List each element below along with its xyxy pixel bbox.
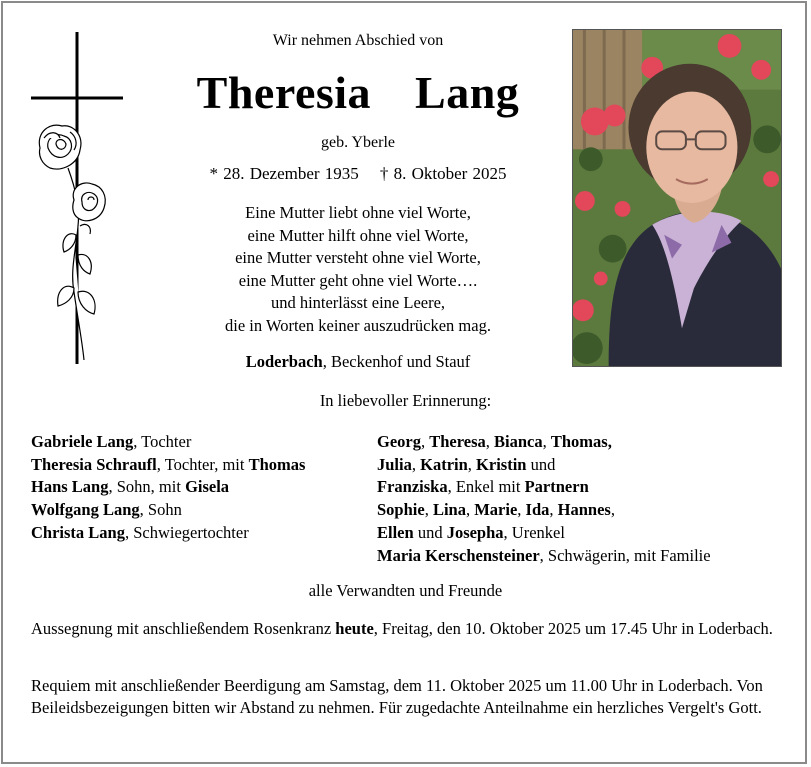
mourner-name: Theresa: [429, 432, 486, 451]
mourner-text: , Tochter: [133, 432, 192, 451]
mourner-line: [31, 476, 371, 499]
mourner-line: [31, 522, 371, 545]
mourner-text: , Enkel mit: [447, 477, 525, 497]
mourner-name: Thomas: [248, 454, 306, 474]
mourner-text: ,: [411, 454, 421, 474]
portrait-photo: [572, 29, 782, 367]
requiem-paragraph: Requiem mit anschließender Beerdigung am Samstag, dem 11. Oktober 2025 um 11.00 Uhr in Loderbach. Von Beileidsbezeigungen bitten wir Abstand zu nehmen. Für zugedachte Anteilnahme ein herzliches Vergelt's Gott.: [31, 676, 763, 717]
mourner-text: , Schwägerin, mit Familie: [539, 545, 711, 565]
mourner-name: Julia: [377, 454, 412, 474]
mourner-name: Ida: [525, 500, 550, 520]
mourners-right: [377, 431, 797, 567]
mourner-line: [31, 431, 371, 454]
mourner-name: Christa Lang: [31, 522, 125, 542]
deceased-name: Theresia Lang: [196, 67, 520, 118]
poem-line: eine Mutter geht ohne viel Worte….: [238, 270, 478, 290]
poem-line: die in Worten keiner auszudrücken mag.: [225, 315, 491, 335]
place-rest: , Beckenhof und Stauf: [322, 352, 471, 371]
blessing-text: , Freitag, den 10. Oktober 2025 um 17.45 Uhr in Loderbach.: [373, 619, 773, 638]
mourner-text: ,: [542, 432, 551, 451]
cross-with-roses-icon: [28, 30, 128, 366]
life-dates: [190, 164, 526, 184]
mourner-name: Gisela: [185, 477, 230, 497]
blessing-name: heute: [335, 619, 374, 638]
mourner-name: Marie: [474, 500, 518, 520]
mourner-text: ,: [610, 500, 615, 520]
poem-line: Eine Mutter liebt ohne viel Worte,: [245, 203, 471, 222]
mourner-text: ,: [467, 454, 477, 474]
place-line: [190, 352, 526, 372]
mourner-text: und: [413, 522, 447, 542]
mourners-left: [31, 431, 371, 545]
mourner-line: [377, 499, 797, 522]
mourner-text: , Sohn: [139, 500, 182, 520]
mourner-name: Wolfgang Lang: [31, 500, 140, 520]
mourner-name: Bianca: [494, 432, 543, 451]
mourner-name: Maria Kerschensteiner: [377, 545, 540, 565]
mourner-text: , Urenkel: [503, 522, 565, 542]
mourner-name: Franziska: [377, 477, 448, 497]
memory-heading: In liebevoller Erinnerung:: [319, 391, 492, 410]
mourner-line: [377, 522, 797, 545]
mourner-text: ,: [549, 500, 558, 520]
mourner-name: Partnern: [524, 477, 589, 497]
death-date: † 8. Oktober 2025: [379, 164, 507, 183]
mourner-text: ,: [485, 432, 495, 451]
mourner-text: ,: [424, 500, 433, 520]
mourner-name: Gabriele Lang: [31, 432, 134, 451]
mourner-name: Thomas,: [550, 432, 612, 451]
mourner-text: ,: [420, 432, 430, 451]
intro-line: Wir nehmen Abschied von: [272, 32, 444, 49]
mourner-text: ,: [465, 500, 475, 520]
blessing-paragraph: [31, 618, 791, 640]
place-main: Loderbach: [245, 352, 323, 371]
mourner-name: Josepha: [446, 522, 504, 542]
mourner-line: [377, 476, 797, 499]
mourner-line: [377, 545, 797, 568]
birth-date: * 28. Dezember 1935: [209, 164, 359, 183]
poem-line: eine Mutter hilft ohne viel Worte,: [247, 225, 469, 245]
mourner-line: [377, 431, 797, 454]
mourner-name: Theresia Schraufl: [31, 454, 157, 474]
mourner-name: Kristin: [476, 454, 527, 474]
poem: [190, 202, 526, 338]
mourner-text: ,: [517, 500, 526, 520]
mourner-name: Hans Lang: [31, 477, 109, 497]
mourner-name: Georg: [377, 432, 421, 451]
birth-name: geb. Yberle: [320, 134, 396, 151]
mourner-name: Lina: [432, 500, 466, 520]
mourner-text: , Tochter, mit: [156, 454, 249, 474]
relatives-line: alle Verwandten und Freunde: [308, 581, 503, 600]
mourner-text: und: [526, 454, 556, 474]
mourner-name: Katrin: [420, 454, 468, 474]
mourner-name: Ellen: [377, 522, 414, 542]
blessing-text: Aussegnung mit anschließendem Rosenkranz: [31, 619, 336, 638]
mourner-line: [31, 454, 371, 477]
poem-line: eine Mutter versteht ohne viel Worte,: [235, 248, 481, 268]
mourner-line: [377, 454, 797, 477]
mourner-name: Hannes: [557, 500, 611, 520]
mourner-text: , Schwiegertochter: [124, 522, 249, 542]
mourner-text: , Sohn, mit: [108, 477, 186, 497]
mourner-line: [31, 499, 371, 522]
poem-line: und hinterlässt eine Leere,: [270, 293, 446, 313]
mourner-name: Sophie: [377, 500, 425, 520]
